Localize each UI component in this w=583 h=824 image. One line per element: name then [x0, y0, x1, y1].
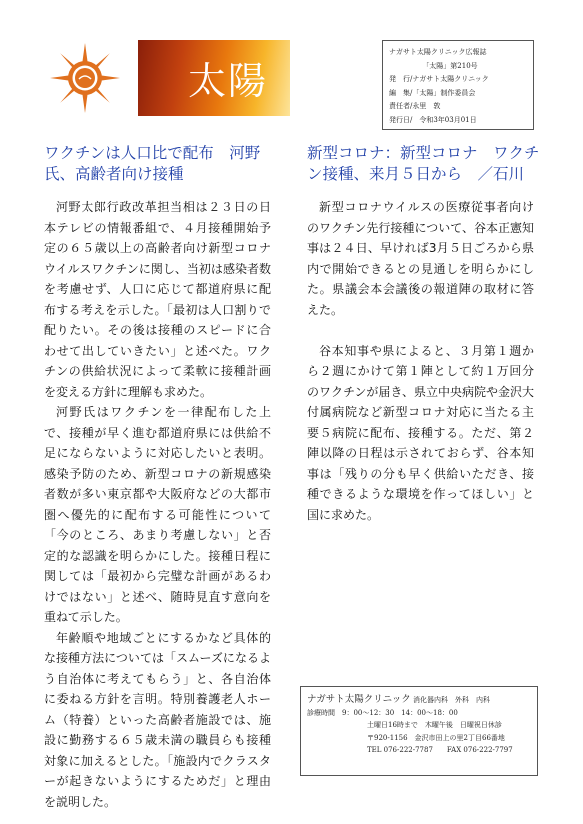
clinic-info-box	[300, 686, 538, 776]
sun-logo-icon	[50, 43, 120, 113]
masthead-date: 発行日/ 令和3年03月01日	[389, 115, 477, 124]
banner-title: 太陽	[188, 59, 269, 103]
article-right-body	[307, 197, 534, 525]
masthead-responsible: 責任者/永里 敦	[389, 102, 441, 110]
article-right-paragraph: 谷本知事や県によると、３月第１週から２週にかけて第１陣として約１万回分のワクチンが届き、県立中央病院や金沢大付属病院など新型コロナ対応に当たる主要５病院に配布、接種する。ただ、第２陣以降の日程は示されておらず、谷本知事は「残りの分も早く供給いただき、接種できるような環境を作ってほしい」と国に求めた。	[307, 343, 534, 522]
masthead-publisher: ナガサト太陽クリニック広報誌	[389, 48, 487, 56]
clinic-hours: 診療時間 9：00～12：30 14：00～18：00	[307, 708, 458, 717]
clinic-address: 〒920-1156 金沢市田上の里2丁目66番地	[367, 733, 505, 742]
clinic-departments: 消化器内科 外科 内科	[412, 696, 490, 704]
article-left-headline: ワクチンは人口比で配布 河野氏、高齢者向け接種	[44, 144, 261, 183]
clinic-name: ナガサト太陽クリニック	[307, 694, 411, 705]
masthead-issue: 「太陽」第210号	[422, 61, 478, 70]
article-left-paragraph: 河野太郎行政改革担当相は２３日の日本テレビの情報番組で、４月接種開始予定の６５歳以上の高齢者向け新型コロナウイルスワクチンに関し、当初は感染者数を考慮せず、人口に応じて都道府県に配布する考えを示した。「最初は人口割りで配りたい。その後は接種のスピードに合わせて出していきたい」と述べた。ワクチンの供給状況によって柔軟に接種計画を変える方針に理解も求めた。	[44, 200, 271, 399]
article-right-headline: 新型コロナ：新型コロナ ワクチン接種、来月５日から ／石川	[307, 144, 540, 183]
clinic-closed-days: 土曜日16時まで 木曜午後 日曜祝日休診	[367, 721, 502, 729]
article-right-paragraph: 新型コロナウイルスの医療従事者向けのワクチン先行接種について、谷本正憲知事は２４日、早ければ3月５日ごろから県内で開始できるとの見通しを明らかにした。県議会本会議後の報道陣の取材に答えた。	[307, 200, 534, 317]
article-left-paragraph: 年齢順や地域ごとにするかなど具体的な接種方法については「スムーズになるよう自治体に考えてもらう」と、各自治体に委ねる方針を言明。特別養護老人ホーム（特養）といった高齢者施設では、施設に勤務する６５歳未満の職員らも接種対象に加えるとした。「施設内でクラスターが起きないようにするためだ」と理由を説明した。	[44, 630, 271, 809]
article-left-body	[44, 197, 271, 812]
masthead-issuer: 発 行/ナガサト太陽クリニック	[389, 75, 489, 83]
masthead-box	[382, 40, 534, 130]
title-banner	[138, 40, 290, 116]
clinic-phone-fax: TEL 076-222-7787 FAX 076-222-7797	[367, 746, 513, 754]
masthead-editor: 編 集/「太陽」制作委員会	[389, 88, 476, 97]
article-left-paragraph: 河野氏はワクチンを一律配布した上で、接種が早く進む都道府県には供給不足にならないように対応したいと表明。感染予防のため、新型コロナの新規感染者数が多い東京都や大阪府などの大都市圏へ優先的に配布する可能性について「今のところ、あまり考慮しない」と否定的な認識を明らかにした。接種日程に関しては「最初から完璧な計画があるわけではない」と述べ、随時見直す意向を重ねて示した。	[44, 405, 271, 624]
